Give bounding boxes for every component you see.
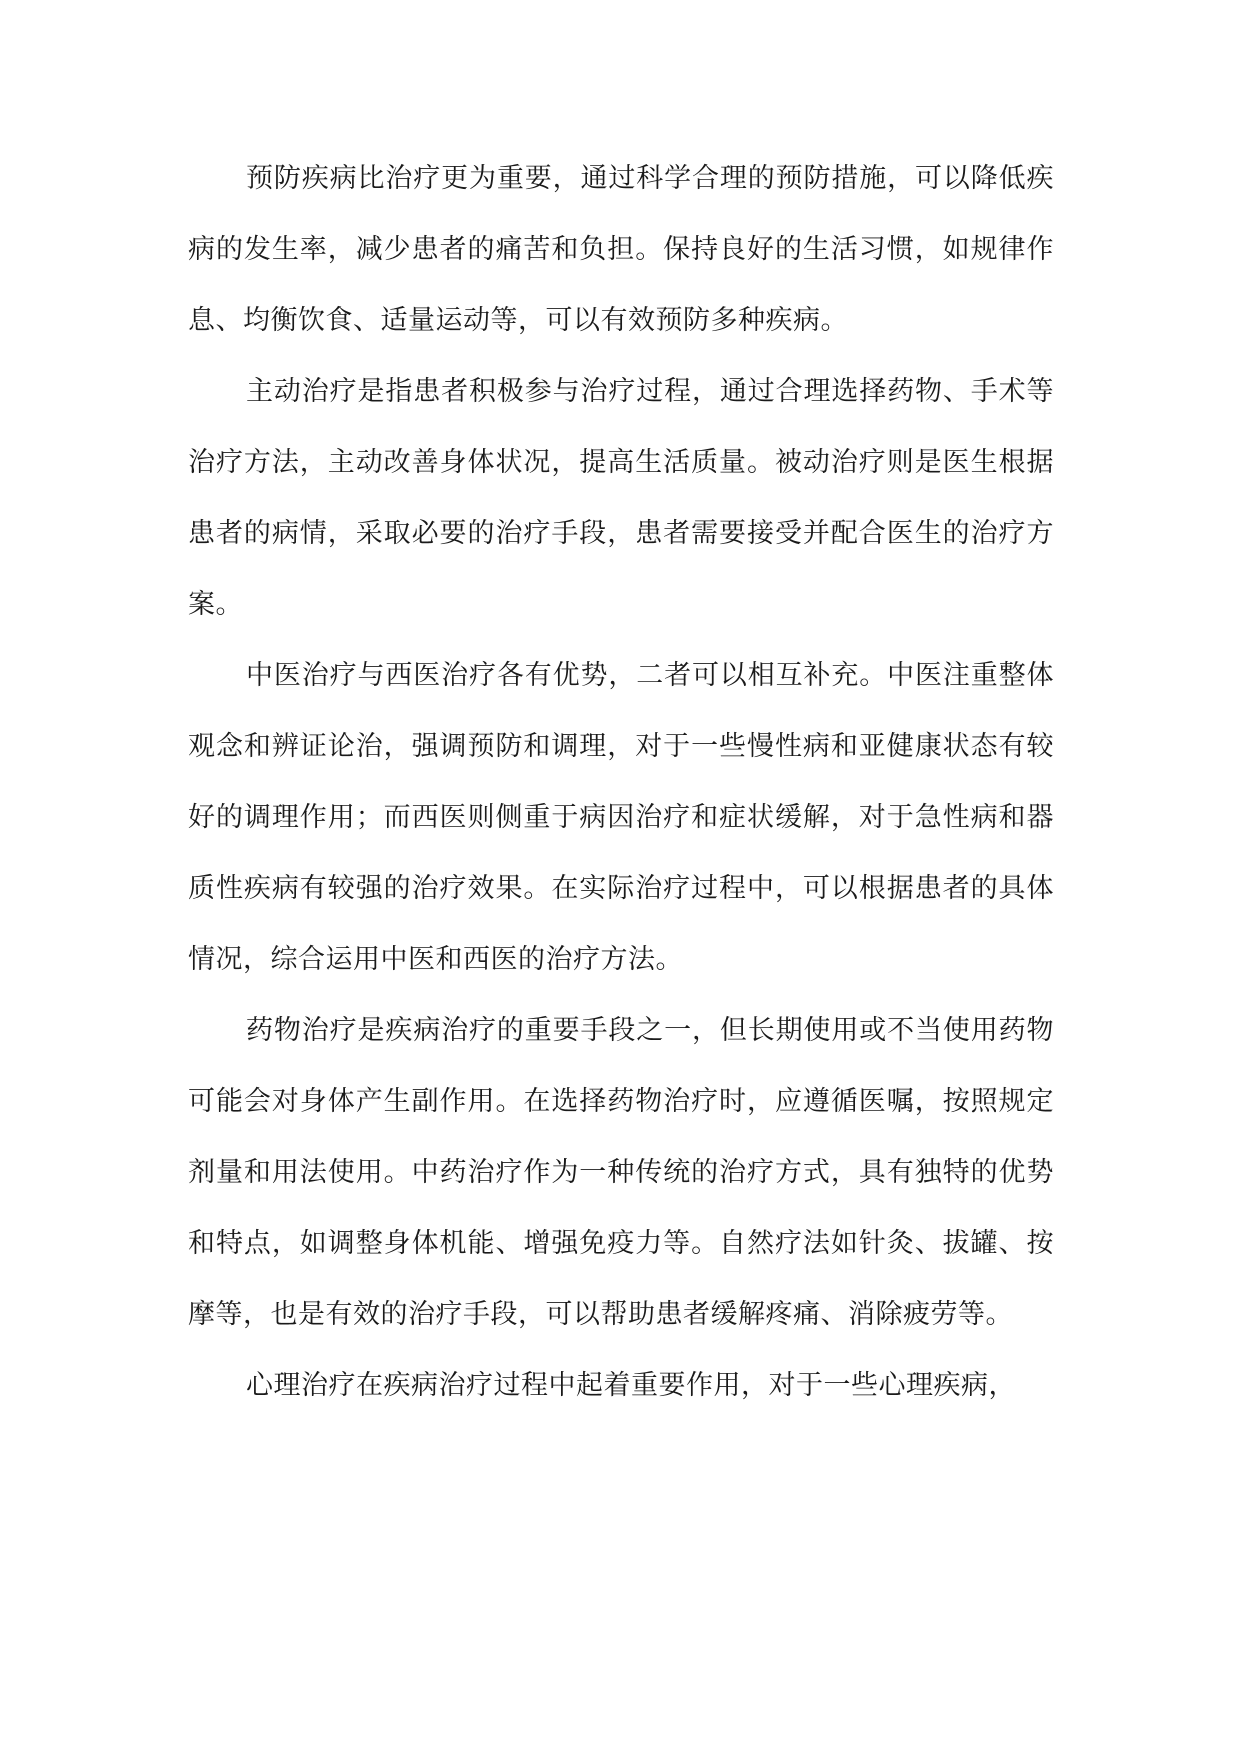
document-body [188,143,1054,1421]
paragraph-tcm-western-medicine: 中医治疗与西医治疗各有优势，二者可以相互补充。中医注重整体观念和辨证论治，强调预防和调理，对于一些慢性病和亚健康状态有较好的调理作用；而西医则侧重于病因治疗和症状缓解，对于急性病和器质性疾病有较强的治疗效果。在实际治疗过程中，可以根据患者的具体情况，综合运用中医和西医的治疗方法。 [188,660,1054,975]
paragraph-psychotherapy: 心理治疗在疾病治疗过程中起着重要作用，对于一些心理疾病， [246,1370,1016,1401]
paragraph-prevention: 预防疾病比治疗更为重要，通过科学合理的预防措施，可以降低疾病的发生率，减少患者的痛苦和负担。保持良好的生活习惯，如规律作息、均衡饮食、适量运动等，可以有效预防多种疾病。 [188,163,1054,336]
paragraph-drug-therapy: 药物治疗是疾病治疗的重要手段之一，但长期使用或不当使用药物可能会对身体产生副作用。在选择药物治疗时，应遵循医嘱，按照规定剂量和用法使用。中药治疗作为一种传统的治疗方式，具有独特的优势和特点，如调整身体机能、增强免疫力等。自然疗法如针灸、拔罐、按摩等，也是有效的治疗手段，可以帮助患者缓解疼痛、消除疲劳等。 [188,1015,1054,1330]
paragraph-active-passive-treatment: 主动治疗是指患者积极参与治疗过程，通过合理选择药物、手术等治疗方法，主动改善身体状况，提高生活质量。被动治疗则是医生根据患者的病情，采取必要的治疗手段，患者需要接受并配合医生的治疗方案。 [188,376,1054,620]
